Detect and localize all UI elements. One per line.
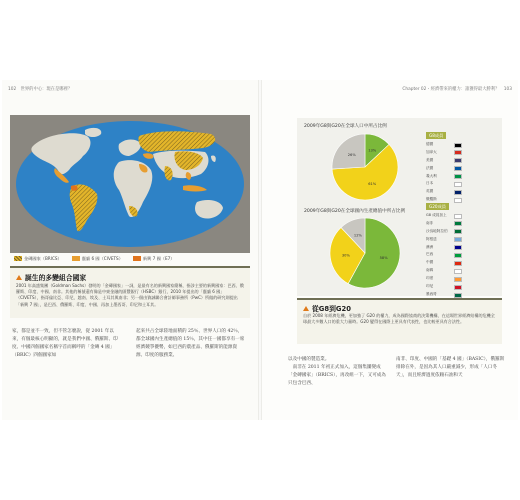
g20-member-name: 阿根廷 <box>426 236 437 241</box>
left-body-column-2: 起來共占全球陸地面積的 25％、世界人口的 42％，都全球國內生產總值的 15％，其中任一國都享有一席經濟競爭優勢，如巴西的農產品、俄羅斯的能源資源、印度的服務業、 <box>136 329 245 358</box>
flag-icon <box>454 229 462 234</box>
right-page-number: 103 <box>503 87 512 92</box>
g20-member <box>426 267 466 275</box>
legend-item-brics <box>14 256 62 262</box>
g20-member-name: 南韓 <box>426 268 434 273</box>
g8-member-name: 美國 <box>426 157 434 162</box>
flag-icon <box>454 253 462 258</box>
g20-member-name: 南非 <box>426 220 434 225</box>
box2-body: 自於 2008 年經濟危機，更加強了 G20 的權力，成為國際協商的決策機構，在這場世界經濟結構的危機全球最大多數人口的重大力量時。G20 變得在國際上更具有代表性，也比較更具有合法性。 <box>303 313 495 325</box>
pie-top-label-g8: 13% <box>368 148 377 153</box>
legend-swatch-brics <box>14 256 22 261</box>
g20-member-name: 墨西哥 <box>426 291 437 296</box>
g20-member <box>426 228 466 236</box>
g8-member-name: 俄羅斯 <box>426 197 437 202</box>
g20-member <box>426 212 466 220</box>
legend-label-civets: 靈貓 6 國（CIVETS） <box>81 255 123 261</box>
g20-member <box>426 283 466 291</box>
g8-member <box>426 180 466 188</box>
g20-members-list <box>426 193 466 315</box>
g20-heading: G20成員 <box>426 203 449 210</box>
g8-member <box>426 149 466 157</box>
world-map <box>15 120 245 248</box>
pie-bottom-label-g20: 30% <box>341 253 350 258</box>
flag-icon <box>454 150 462 155</box>
pie-bottom-label-other: 12% <box>353 233 362 238</box>
legend-label-brics: 金磚國家（BRICS） <box>24 255 62 261</box>
pie-top-label-other: 26% <box>347 152 356 157</box>
g8-member <box>426 141 466 149</box>
g20-member <box>426 236 466 244</box>
flag-icon <box>454 269 462 274</box>
right-running-header <box>402 86 512 92</box>
g20-member-name: 沙烏地阿拉伯 <box>426 228 448 233</box>
colombia <box>71 185 78 191</box>
legend-label-e7: 新興 7 國（E7） <box>142 255 175 261</box>
g20-member-name: 印尼 <box>426 284 434 289</box>
flag-icon <box>454 237 462 242</box>
g8-members-list <box>426 122 466 204</box>
sidebar-box-combinations <box>10 266 250 318</box>
g8-heading: G8成員 <box>426 132 446 139</box>
pie-top-label-g20: 61% <box>368 181 377 186</box>
flag-icon <box>454 214 462 219</box>
right-running-title: Chapter 02・經濟帶來的權力：誰獲得最大勝利？ <box>402 87 500 92</box>
g8-member-name: 法國 <box>426 165 434 170</box>
g20-member <box>426 259 466 267</box>
flag-icon <box>454 285 462 290</box>
left-page-number: 102 <box>8 87 17 92</box>
flag-icon <box>454 221 462 226</box>
right-body-column-2: 南非、印度、中國的「基礎 4 國」（BASIC），俄羅斯排除在外，是因為其人口嚴重減少，形成「人口冬天」，而且經濟過度依賴石油和天 <box>396 357 505 378</box>
left-running-title: 世界的中心：現在是哪裡？ <box>20 87 73 92</box>
triangle-icon <box>16 275 22 280</box>
box-title <box>16 272 86 282</box>
left-running-header <box>8 86 72 92</box>
pie-chart-gdp <box>310 216 420 290</box>
g8-member <box>426 173 466 181</box>
legend-swatch-civets <box>72 256 80 261</box>
flag-icon <box>454 182 462 187</box>
g20-member <box>426 251 466 259</box>
triangle-icon <box>303 306 309 311</box>
box2-title <box>303 303 351 313</box>
map-legend <box>14 254 174 263</box>
pie-chart-population <box>310 132 420 202</box>
g8-member <box>426 165 466 173</box>
g20-member-name: 澳洲 <box>426 244 434 249</box>
flag-icon <box>454 293 462 298</box>
g20-member <box>426 244 466 252</box>
g20-member-name: 印度 <box>426 276 434 281</box>
flag-icon <box>454 277 462 282</box>
flag-icon <box>454 158 462 163</box>
g8-member <box>426 157 466 165</box>
g8-member-name: 加拿大 <box>426 149 437 154</box>
flag-icon <box>454 245 462 250</box>
flag-icon <box>454 143 462 148</box>
flag-icon <box>454 174 462 179</box>
world-map-figure <box>10 115 250 253</box>
sidebar-box-g8-to-g20 <box>297 298 502 344</box>
pie-bottom-label-g8: 58% <box>379 255 388 260</box>
g20-member-name: G8 成員加上 <box>426 213 447 217</box>
pie-top-slice-other <box>332 134 365 169</box>
g8-member-name: 義大利 <box>426 173 437 178</box>
g20-member-name: 中國 <box>426 260 434 265</box>
legend-item-e7 <box>133 256 175 262</box>
g8-member-name: 德國 <box>426 142 434 146</box>
box-body: 2001 年高盛集團（Goldman Sachs）發明的「金磚國家」一詞，是最有名的新興國家簡稱，指涉主要的新興國家：巴西、俄羅斯、印度、中國、南非。其他的稱號還有像是中東金融的匯豐銀行（HSBC）銀行，2010 年提出的「靈貓 6 國」（CIVETS），指哥倫比亞、印尼、越南、埃及、土耳其與南非；另一個由資誠聯合會計師事務所（PwC）所做的研究則提出「新興 7 國」，是巴西、俄羅斯、印度、中國、再加上墨西哥、印尼和土耳其。 <box>16 283 244 307</box>
box-title-text: 誕生的多變組合國家 <box>25 274 87 282</box>
g8-member-name: 日本 <box>426 181 434 186</box>
legend-swatch-e7 <box>133 256 141 261</box>
pie-bottom-title: 2009年G8與G20在全球國內生產總值中所占比例 <box>304 209 406 214</box>
g20-member <box>426 220 466 228</box>
left-body-column-1: 家，都是並不一致，但不管怎麼說，從 2001 年以來，有個最核心明顯的，就是我們中國、俄羅斯、印度、中國四個國家名稱字首而稱呼的「金磚 4 國」（BRIC）四個國家如 <box>12 329 118 358</box>
pie-top-title: 2009年G8與G20在全球人口中所占比例 <box>304 124 387 129</box>
g20-member-name: 巴西 <box>426 252 434 257</box>
flag-icon <box>454 261 462 266</box>
gutter <box>258 80 262 420</box>
legend-item-civets <box>72 256 123 262</box>
right-body-column-1: 以及中國的製造業。 南非在 2011 年初正式加入，這個集團變成「金磚國家」（BRICS），再改組一下，又可成為只包含巴西、 <box>288 357 386 386</box>
g8-member-name: 英國 <box>426 189 434 194</box>
flag-icon <box>454 166 462 171</box>
box2-title-text: 從G8到G20 <box>312 305 351 313</box>
g20-member <box>426 275 466 283</box>
